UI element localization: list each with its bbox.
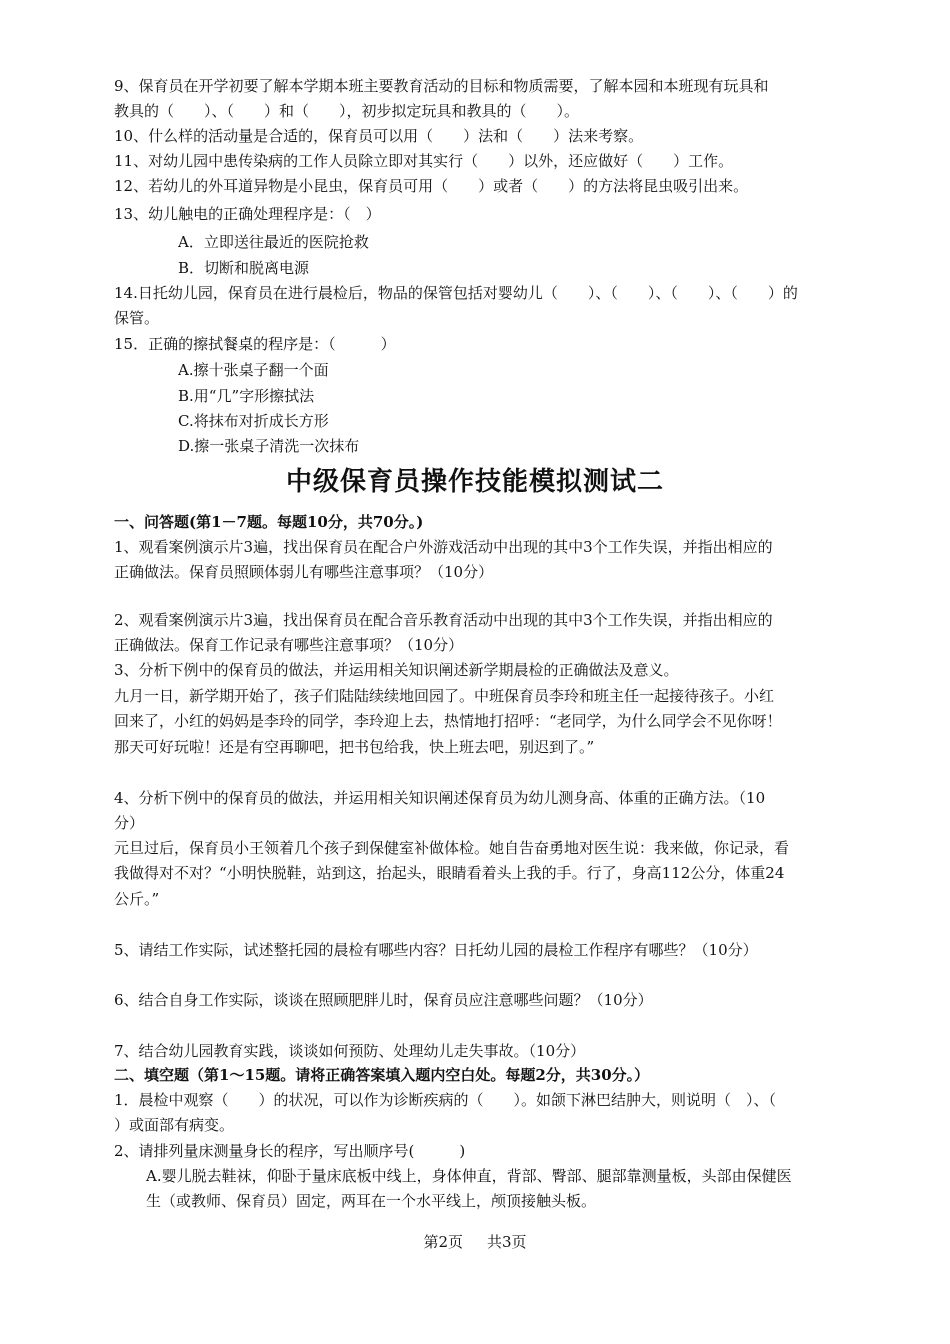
question-13: 13、幼儿触电的正确处理程序是：（ ） [114,205,381,223]
qa-4-case-line-2: 我做得对不对？“小明快脱鞋，站到这，抬起头，眼睛看着头上我的手。行了，身高112公分，体重24 [114,864,785,882]
qa-4-case-line-1: 元旦过后，保育员小王领着几个孩子到保健室补做体检。她自告奋勇地对医生说：我来做，你记录，看 [114,839,790,857]
question-15-option-d: D.擦一张桌子清洗一次抹布 [178,437,360,455]
question-15-option-c: C.将抹布对折成长方形 [178,412,329,430]
question-11: 11、对幼儿园中患传染病的工作人员除立即对其实行（ ）以外，还应做好（ ）工作。 [114,152,734,170]
qa-4-line-2: 分） [114,814,145,832]
question-13-option-a: A．立即送往最近的医院抢救 [178,233,369,251]
exam-title: 中级保育员操作技能模拟测试二 [285,467,664,497]
question-9-line-2: 教具的（ ）、（ ）和（ ），初步拟定玩具和教具的（ ）。 [114,102,580,120]
question-13-option-b: B．切断和脱离电源 [178,259,310,277]
qa-5: 5、请结工作实际，试述整托园的晨检有哪些内容？日托幼儿园的晨检工作程序有哪些？（10分） [114,941,758,959]
qa-1-line-2: 正确做法。保育员照顾体弱儿有哪些注意事项？（10分） [114,563,494,581]
page-number: 第2页 [423,1233,463,1251]
question-12: 12、若幼儿的外耳道异物是小昆虫，保育员可用（ ）或者（ ）的方法将昆虫吸引出来。 [114,177,749,195]
question-15: 15．正确的擦拭餐桌的程序是：（ ） [114,335,396,353]
qa-3: 3、分析下例中的保育员的做法，并运用相关知识阐述新学期晨检的正确做法及意义。 [114,661,679,679]
qa-4-line-1: 4、分析下例中的保育员的做法，并运用相关知识阐述保育员为幼儿测身高、体重的正确方法。（10 [114,789,766,807]
section-2-heading: 二、填空题（第1～15题。请将正确答案填入题内空白处。每题2分，共30分。） [114,1066,650,1084]
fill-1-line-2: ）或面部有病变。 [114,1116,235,1134]
qa-4-case-line-3: 公斤。” [114,890,160,908]
question-14-line-2: 保管。 [114,309,160,327]
fill-2-option-a-line-1: A.婴儿脱去鞋袜，仰卧于量床底板中线上，身体伸直，背部、臀部、腿部靠测量板，头部由保健医 [146,1167,792,1185]
qa-3-case-line-3: 那天可好玩啦！还是有空再聊吧，把书包给我，快上班去吧，别迟到了。” [114,738,595,756]
qa-3-case-line-1: 九月一日，新学期开始了，孩子们陆陆续续地回园了。中班保育员李玲和班主任一起接待孩子。小红 [114,687,775,705]
fill-2: 2、请排列量床测量身长的程序，写出顺序号( ) [114,1142,466,1160]
qa-7: 7、结合幼儿园教育实践，谈谈如何预防、处理幼儿走失事故。（10分） [114,1042,586,1060]
qa-2-line-1: 2、观看案例演示片3遍，找出保育员在配合音乐教育活动中出现的其中3个工作失误，并指出相应的 [114,611,773,629]
qa-2-line-2: 正确做法。保育工作记录有哪些注意事项？（10分） [114,636,464,654]
qa-3-case-line-2: 回来了，小红的妈妈是李玲的同学，李玲迎上去，热情地打招呼：“老同学，为什么同学会不见你呀！ [114,712,782,730]
page-footer [0,1232,950,1252]
question-10: 10、什么样的活动量是合适的，保育员可以用（ ）法和（ ）法来考察。 [114,127,644,145]
fill-2-option-a-line-2: 生（或教师、保育员）固定，两耳在一个水平线上，颅顶接触头板。 [146,1192,597,1210]
question-15-option-a: A.擦十张桌子翻一个面 [178,361,329,379]
question-14-line-1: 14.日托幼儿园，保育员在进行晨检后，物品的保管包括对婴幼儿（ ）、（ ）、（ ）、（ ）的 [114,284,798,302]
question-15-option-b: B.用“几”字形擦拭法 [178,387,315,405]
section-1-heading: 一、问答题(第1－7题。每题10分，共70分。) [114,513,424,531]
question-9-line-1: 9、保育员在开学初要了解本学期本班主要教育活动的目标和物质需要，了解本园和本班现有玩具和 [114,77,769,95]
qa-1-line-1: 1、观看案例演示片3遍，找出保育员在配合户外游戏活动中出现的其中3个工作失误，并指出相应的 [114,538,773,556]
page-total: 共3页 [487,1233,527,1251]
qa-6: 6、结合自身工作实际，谈谈在照顾肥胖儿时，保育员应注意哪些问题？（10分） [114,991,653,1009]
fill-1-line-1: 1．晨检中观察（ ）的状况，可以作为诊断疾病的（ ）。如颌下淋巴结肿大，则说明（ ）、（ [114,1091,777,1109]
